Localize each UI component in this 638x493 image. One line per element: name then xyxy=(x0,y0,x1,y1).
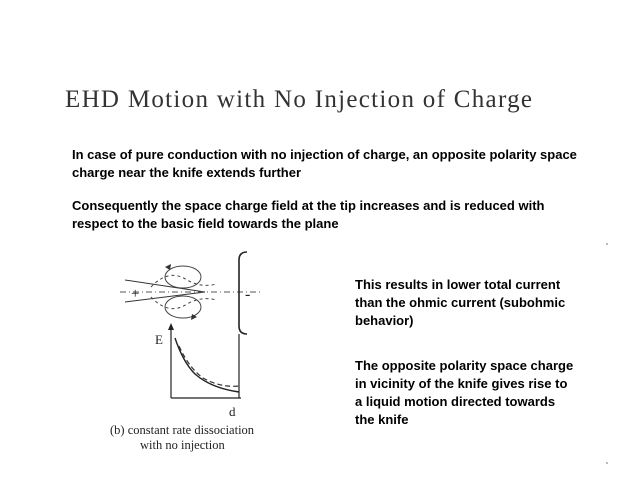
paragraph-pure-conduction: In case of pure conduction with no injection of charge, an opposite polarity space charge near the knife extends further xyxy=(72,147,577,180)
axis-label-d: d xyxy=(229,404,236,419)
slide-marker-dot xyxy=(606,243,608,245)
slide-marker-dot xyxy=(606,462,608,464)
paragraph-liquid-motion: The opposite polarity space charge in vicinity of the knife gives rise to a liquid motion directed towards the knife xyxy=(355,358,574,427)
y-axis-arrow xyxy=(168,323,174,330)
plus-sign: + xyxy=(131,286,140,302)
axis-label-e: E xyxy=(155,332,163,347)
paragraph-subohmic: This results in lower total current than the ohmic current (subohmic behavior) xyxy=(355,277,566,328)
slide-title: EHD Motion with No Injection of Charge xyxy=(65,86,534,113)
figure-caption xyxy=(110,423,310,453)
minus-sign: - xyxy=(245,286,251,303)
graph-axes xyxy=(171,328,241,398)
caption-line-1: (b) constant rate dissociation xyxy=(110,423,255,437)
field-curve-solid xyxy=(175,338,239,392)
caption-line-2: with no injection xyxy=(140,438,225,452)
paragraph-space-charge-field: Consequently the space charge field at the tip increases and is reduced with respect to the basic field towards the plane xyxy=(72,198,545,231)
